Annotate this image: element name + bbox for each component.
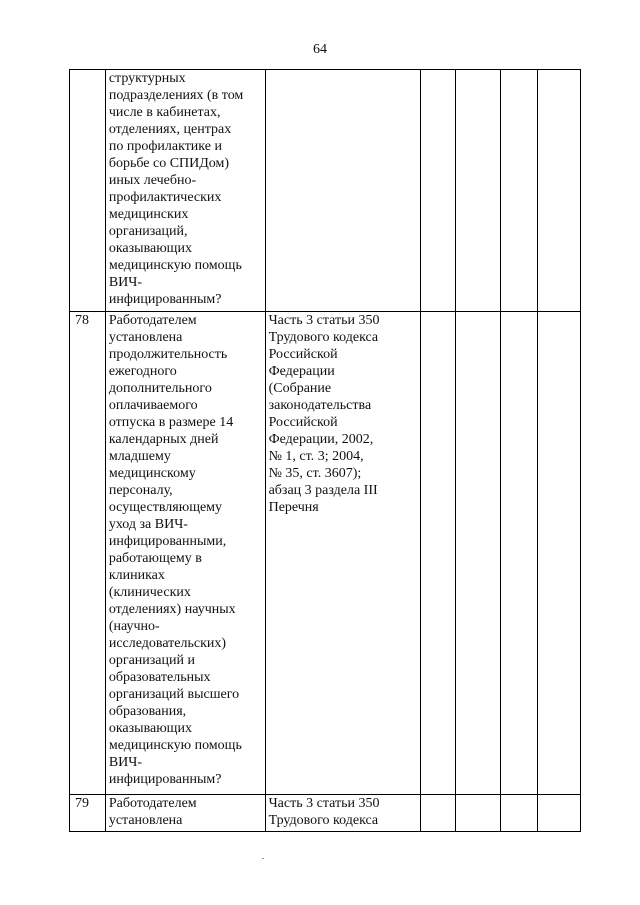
question-line: медицинскому xyxy=(108,466,196,481)
question-line: медицинских xyxy=(108,207,189,222)
answer-cell xyxy=(421,795,456,832)
question-line: инфицированным? xyxy=(108,292,222,307)
row-number xyxy=(73,71,75,86)
reference-line: Российской xyxy=(268,347,338,362)
question-line: продолжительность xyxy=(108,347,228,362)
question-line: организаций высшего xyxy=(108,687,240,702)
question-cell xyxy=(105,312,265,795)
answer-cell xyxy=(501,70,538,312)
reference-line: (Собрание xyxy=(268,381,332,396)
answer-cell xyxy=(421,70,456,312)
reference-line: Федерации xyxy=(268,364,335,379)
page-number: 64 xyxy=(313,42,327,57)
question-line: работающему в xyxy=(108,551,202,566)
question-line: отпуска в размере 14 xyxy=(108,415,234,430)
legal-reference-cell xyxy=(265,312,421,795)
reference-line: № 1, ст. 3; 2004, xyxy=(268,449,364,464)
answer-cell xyxy=(421,312,456,795)
reference-line: Перечня xyxy=(268,500,319,515)
answer-cell xyxy=(501,795,538,832)
question-line: календарных дней xyxy=(108,432,219,447)
question-line: оказывающих xyxy=(108,721,192,736)
question-line: ежегодного xyxy=(108,364,177,379)
reference-line: абзац 3 раздела III xyxy=(268,483,378,498)
reference-line: Российской xyxy=(268,415,338,430)
question-line: образовательных xyxy=(108,670,211,685)
question-line: числе в кабинетах, xyxy=(108,105,221,120)
question-line: исследовательских) xyxy=(108,636,227,651)
question-line: медицинскую помощь xyxy=(108,258,242,273)
question-line: подразделениях (в том xyxy=(108,88,244,103)
scan-speck xyxy=(262,858,264,859)
answer-cell xyxy=(456,312,501,795)
question-line: осуществляющему xyxy=(108,500,223,515)
answer-cell xyxy=(456,795,501,832)
answer-cell xyxy=(501,312,538,795)
question-line: (клинических xyxy=(108,585,191,600)
row-number-cell xyxy=(70,70,106,312)
reference-line: № 35, ст. 3607); xyxy=(268,466,362,481)
reference-line: Часть 3 статьи 350 xyxy=(268,796,380,811)
reference-line: Трудового кодекса xyxy=(268,813,379,828)
question-line: иных лечебно- xyxy=(108,173,197,188)
question-line: инфицированным? xyxy=(108,772,222,787)
reference-line: Федерации, 2002, xyxy=(268,432,374,447)
question-cell xyxy=(105,795,265,832)
question-line: оплачиваемого xyxy=(108,398,198,413)
question-line: установлена xyxy=(108,330,183,345)
table-row xyxy=(70,312,581,795)
checklist-table xyxy=(69,69,581,832)
answer-cell xyxy=(456,70,501,312)
question-line: отделениях) научных xyxy=(108,602,236,617)
answer-cell xyxy=(537,70,580,312)
question-line: клиниках xyxy=(108,568,165,583)
question-line: уход за ВИЧ- xyxy=(108,517,188,532)
question-line: борьбе со СПИДом) xyxy=(108,156,230,171)
question-line: установлена xyxy=(108,813,183,828)
question-line: инфицированными, xyxy=(108,534,227,549)
table-row xyxy=(70,795,581,832)
table-row xyxy=(70,70,581,312)
question-line: медицинскую помощь xyxy=(108,738,242,753)
question-line: персоналу, xyxy=(108,483,173,498)
question-line: образования, xyxy=(108,704,187,719)
answer-cell xyxy=(537,795,580,832)
legal-reference-cell xyxy=(265,70,421,312)
question-line: Работодателем xyxy=(108,313,197,328)
question-line: структурных xyxy=(108,71,186,86)
question-cell xyxy=(105,70,265,312)
answer-cell xyxy=(537,312,580,795)
row-number: 78 xyxy=(75,313,89,328)
question-line: организаций, xyxy=(108,224,188,239)
row-number-cell xyxy=(70,312,106,795)
question-line: организаций и xyxy=(108,653,195,668)
question-line: отделениях, центрах xyxy=(108,122,232,137)
row-number-cell xyxy=(70,795,106,832)
question-line: младшему xyxy=(108,449,171,464)
question-line: ВИЧ- xyxy=(108,275,143,290)
question-line: оказывающих xyxy=(108,241,192,256)
reference-line: законодательства xyxy=(268,398,372,413)
question-line: ВИЧ- xyxy=(108,755,143,770)
question-line: Работодателем xyxy=(108,796,197,811)
row-number: 79 xyxy=(75,796,89,811)
legal-reference-cell xyxy=(265,795,421,832)
question-line: (научно- xyxy=(108,619,160,634)
question-line: дополнительного xyxy=(108,381,212,396)
reference-line: Трудового кодекса xyxy=(268,330,379,345)
question-line: профилактических xyxy=(108,190,222,205)
question-line: по профилактике и xyxy=(108,139,222,154)
reference-line: Часть 3 статьи 350 xyxy=(268,313,380,328)
